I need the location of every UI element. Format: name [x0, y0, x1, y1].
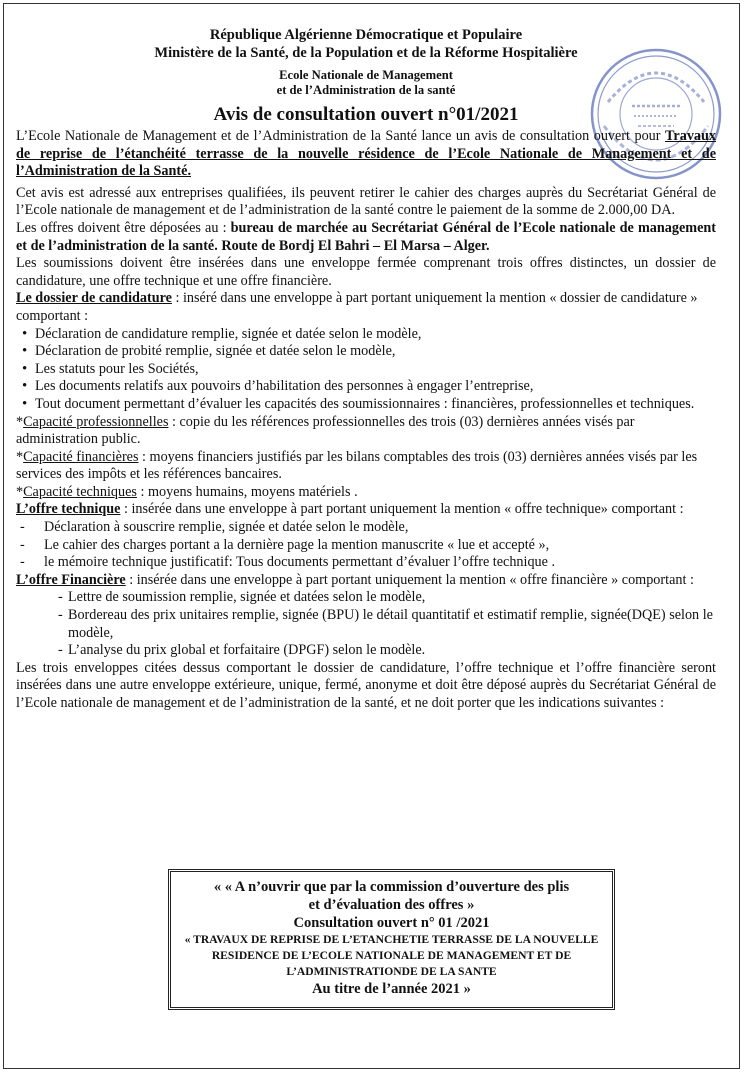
- financial-section: [16, 572, 716, 590]
- deposit-address: bureau de marchée au Secrétariat Général de l’Ecole nationale de management et de l’administration de la santé. Route de Bordj El Bahri – El Marsa – Alger.: [16, 219, 716, 254]
- box-line: et d’évaluation des offres »: [308, 897, 475, 913]
- list-item: - Lettre de soumission remplie, signée et datées selon le modèle,: [58, 589, 716, 607]
- capacity-financial: [16, 449, 716, 484]
- box-line: « TRAVAUX DE REPRISE DE L’ETANCHETIE TERRASSE DE LA NOUVELLE: [184, 933, 599, 946]
- ministry-heading: Ministère de la Santé, de la Population et de la Réforme Hospitalière: [154, 45, 578, 61]
- capacity-text: : moyens financiers justifiés par les bilans comptables des trois (03) dernières années visés par les services des impôts et les références bancaires.: [16, 448, 698, 483]
- list-item: • Les documents relatifs aux pouvoirs d’habilitation des personnes à engager l’entreprise,: [22, 378, 716, 396]
- technical-section: [16, 501, 716, 519]
- box-line: RESIDENCE DE L’ECOLE NATIONALE DE MANAGEMENT ET DE: [211, 949, 572, 962]
- list-item: - Déclaration à souscrire remplie, signée et datée selon le modèle,: [20, 519, 716, 537]
- capacity-text: : copie du les références professionnelles des trois (03) dernières années visés par administration public.: [16, 413, 635, 448]
- capacity-label: Capacité techniques: [23, 483, 137, 500]
- capacity-star: *: [16, 448, 24, 465]
- box-line: Consultation ouvert n° 01 /2021: [293, 915, 490, 931]
- envelope-label-box: [168, 869, 615, 1010]
- candidature-text: : inséré dans une enveloppe à part portant uniquement la mention « dossier de candidature » comportant :: [16, 290, 698, 324]
- technical-list: [16, 519, 716, 572]
- intro-text: L’Ecole Nationale de Management et de l’Administration de la Santé lance un avis de consultation ouvert pour: [16, 128, 666, 144]
- capacity-label: Capacité professionnelles: [23, 413, 169, 430]
- intro-paragraph: [16, 128, 716, 181]
- school-name-line2: et de l’Administration de la santé: [276, 83, 456, 97]
- list-item: - le mémoire technique justificatif: Tous documents permettant d’évaluer l’offre technique .: [20, 554, 716, 572]
- box-line: Au titre de l’année 2021 »: [312, 981, 471, 997]
- capacity-star: *: [16, 483, 24, 500]
- deposit-paragraph: [16, 220, 716, 255]
- list-item: • Les statuts pour les Sociétés,: [22, 361, 716, 379]
- capacity-professional: [16, 414, 716, 449]
- list-item: - Le cahier des charges portant a la dernière page la mention manuscrite « lue et accepté »,: [20, 537, 716, 555]
- capacity-label: Capacité financières: [23, 448, 139, 465]
- final-paragraph: Les trois enveloppes citées dessus comportant le dossier de candidature, l’offre technique et l’offre financière seront insérées dans une autre enveloppe extérieure, unique, fermé, anonyme et doit être déposé auprès du Secrétariat Général de l’Ecole nationale de management et de l’administration de la santé, et ne doit porter que les indications suivantes :: [16, 659, 716, 711]
- candidature-list: [16, 326, 716, 414]
- list-item: • Tout document permettant d’évaluer les capacités des soumissionnaires : financières, professionnelles et techniques.: [22, 396, 716, 414]
- document-body: [16, 26, 716, 713]
- financial-text: : insérée dans une enveloppe à part portant uniquement la mention « offre financière » comportant :: [125, 571, 694, 588]
- capacity-text: : moyens humains, moyens matériels .: [136, 483, 358, 500]
- capacity-star: *: [16, 413, 24, 430]
- list-item: - L’analyse du prix global et forfaitaire (DPGF) selon le modèle.: [58, 642, 716, 660]
- financial-heading: L’offre Financière: [16, 571, 126, 588]
- box-line: L’ADMINISTRATIONDE DE LA SANTE: [286, 965, 497, 978]
- page-title: Avis de consultation ouvert n°01/2021: [213, 104, 519, 125]
- candidature-section: [16, 290, 716, 325]
- technical-heading: L’offre technique: [16, 501, 121, 518]
- submissions-paragraph: Les soumissions doivent être insérées dans une enveloppe fermée comprenant trois offres distinctes, un dossier de candidature, une offre technique et une offre financière.: [16, 255, 716, 289]
- list-item: • Déclaration de candidature remplie, signée et datée selon le modèle,: [22, 326, 716, 344]
- addressed-paragraph: Cet avis est adressé aux entreprises qualifiées, ils peuvent retirer le cahier des charges auprès du Secrétariat Général de l’Ecole nationale de management et de l’administration de la santé contre le paiement de la somme de 2.000,00 DA.: [16, 184, 716, 219]
- list-item: • Déclaration de probité remplie, signée et datée selon le modèle,: [22, 343, 716, 361]
- candidature-heading: Le dossier de candidature: [16, 290, 172, 307]
- consultation-object: Travaux de reprise de l’étanchéité terrasse de la nouvelle résidence de l’Ecole Nationale de Management et de l’Administration de la Santé.: [16, 128, 716, 180]
- republic-heading: République Algérienne Démocratique et Populaire: [209, 27, 523, 43]
- school-name-line1: Ecole Nationale de Management: [279, 68, 453, 82]
- financial-list: [16, 589, 716, 659]
- deposit-text: Les offres doivent être déposées au :: [16, 219, 231, 236]
- technical-text: : insérée dans une enveloppe à part portant uniquement la mention « offre technique» comportant :: [120, 501, 684, 518]
- box-line: « « A n’ouvrir que par la commission d’ouverture des plis: [213, 879, 570, 895]
- list-item: - Bordereau des prix unitaires remplie, signée (BPU) le détail quantitatif et estimatif remplie, signée(DQE) selon le modèle,: [58, 607, 716, 642]
- capacity-technical: [16, 484, 716, 502]
